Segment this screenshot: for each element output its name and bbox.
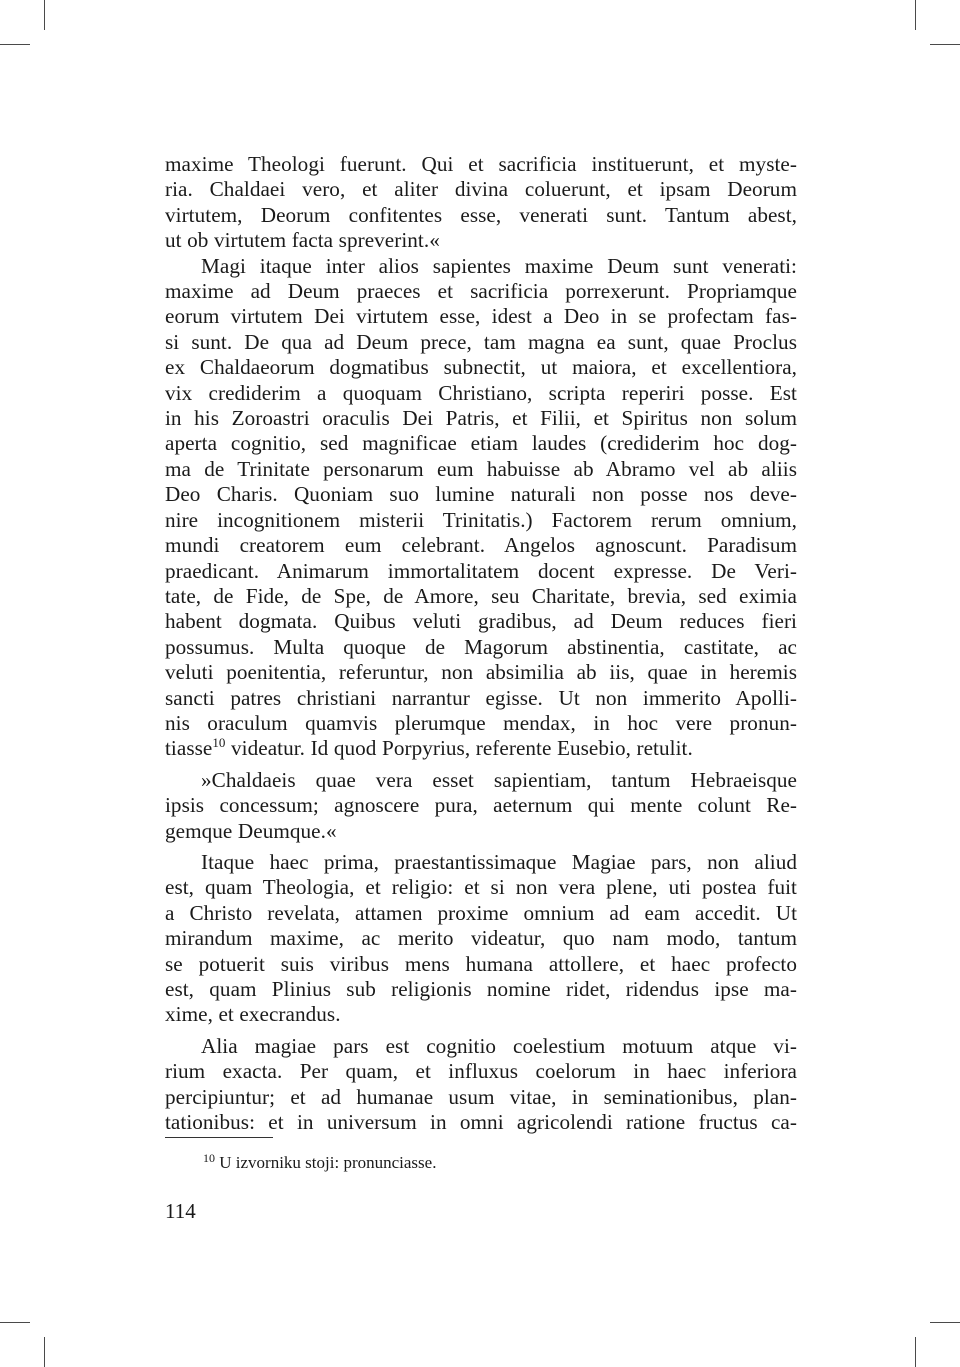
paragraph-1 bbox=[165, 152, 797, 254]
text-line: xime, et execrandus. bbox=[165, 1002, 341, 1027]
text-line: si sunt. De qua ad Deum prece, tam magna ea sunt, quae Proclus bbox=[165, 329, 797, 354]
crop-mark-bottom-left-horizontal bbox=[0, 1322, 30, 1323]
crop-mark-top-right-horizontal bbox=[930, 44, 960, 45]
footnote-number: 10 bbox=[203, 1151, 215, 1165]
text-line: possumus. Multa quoque de Magorum abstinentia, castitate, ac bbox=[165, 634, 797, 659]
text-line: aperta cognitio, sed magnificae etiam laudes (crediderim hoc dog- bbox=[165, 431, 797, 456]
text-line: ria. Chaldaei vero, et aliter divina coluerunt, et ipsam Deorum bbox=[165, 177, 797, 202]
text-line: mirandum maxime, ac merito videatur, quo nam modo, tantum bbox=[165, 926, 797, 951]
paragraph-5 bbox=[165, 1034, 797, 1136]
text-line: ex Chaldaeorum dogmatibus subnectit, ut maiora, et excellentiora, bbox=[165, 355, 797, 380]
footnote-reference[interactable]: 10 bbox=[212, 735, 226, 751]
text-line: sancti patres christiani narrantur egisse. Ut non immerito Apolli- bbox=[165, 685, 797, 710]
text-line: maxime Theologi fuerunt. Qui et sacrificia instituerunt, et myste- bbox=[165, 152, 797, 176]
text-line: vix crediderim a quoquam Christiano, scripta reperiri posse. Est bbox=[165, 380, 797, 405]
text-line: in his Zoroastri oraculis Dei Patris, et Filii, et Spiritus non solum bbox=[165, 406, 797, 431]
text-line: percipiuntur; et ad humanae usum vitae, in seminationibus, plan- bbox=[165, 1084, 797, 1109]
text-line: veluti poenitentia, referuntur, non absimilia ab iis, quae in heremis bbox=[165, 660, 797, 685]
text-line: mundi creatorem eum celebrant. Angelos agnoscunt. Paradisum bbox=[165, 533, 797, 558]
text-line: maxime ad Deum praeces et sacrificia porrexerunt. Propriamque bbox=[165, 279, 797, 304]
text-line: est, quam Plinius sub religionis nomine ridet, ridendus ipse ma- bbox=[165, 977, 797, 1001]
text-line: ipsis concessum; agnoscere pura, aeternum qui mente colunt Re- bbox=[165, 793, 797, 818]
text-line: ma de Trinitate personarum eum habuisse ab Abramo vel ab aliis bbox=[165, 456, 797, 481]
crop-mark-bottom-left-vertical bbox=[44, 1337, 45, 1367]
text-line: a Christo revelata, attamen proxime omnium ad eam accedit. Ut bbox=[165, 900, 797, 925]
text-line: est, quam Theologia, et religio: et si non vera plene, uti postea fuit bbox=[165, 875, 797, 900]
text-line: nis oraculum quamvis plerumque mendax, in hoc vere pronun- bbox=[165, 710, 797, 735]
text-line: rium exacta. Per quam, et influxus coelorum in haec inferiora bbox=[165, 1059, 797, 1084]
text-line: gemque Deumque.« bbox=[165, 818, 337, 843]
paragraph-2 bbox=[165, 254, 797, 762]
footnote bbox=[203, 1152, 436, 1174]
text-line: tationibus: et in universum in omni agricolendi ratione fructus ca- bbox=[165, 1110, 797, 1135]
text-line: se potuerit suis viribus mens humana attollere, et haec profecto bbox=[165, 951, 797, 976]
text-line-with-footnote-ref bbox=[165, 736, 797, 761]
text-line: habent dogmata. Quibus veluti gradibus, ad Deum reduces fieri bbox=[165, 609, 797, 634]
text-fragment: tiasse bbox=[165, 736, 213, 761]
body-text bbox=[165, 152, 797, 1135]
footnote-separator bbox=[165, 1137, 273, 1138]
crop-mark-top-right-vertical bbox=[915, 0, 916, 30]
text-line: nire incognitionem misterii Trinitatis.) Factorem rerum omnium, bbox=[165, 507, 797, 532]
text-line: praedicant. Animarum immortalitatem docent expresse. De Veri- bbox=[165, 558, 797, 583]
text-line: Deo Charis. Quoniam suo lumine naturali non posse nos deve- bbox=[165, 482, 797, 507]
text-line: tate, de Fide, de Spe, de Amore, seu Charitate, brevia, sed eximia bbox=[165, 583, 797, 608]
crop-mark-top-left-vertical bbox=[44, 0, 45, 30]
text-line: Magi itaque inter alios sapientes maxime Deum sunt venerati: bbox=[201, 253, 797, 278]
crop-mark-top-left-horizontal bbox=[0, 44, 30, 45]
crop-mark-bottom-right-vertical bbox=[915, 1337, 916, 1367]
paragraph-3-quote bbox=[165, 768, 797, 844]
paragraph-4 bbox=[165, 850, 797, 1028]
text-line: eorum virtutem Dei virtutem esse, idest a Deo in se profectam fas- bbox=[165, 304, 797, 329]
crop-mark-bottom-right-horizontal bbox=[930, 1322, 960, 1323]
page-number: 114 bbox=[165, 1199, 196, 1223]
text-line: virtutem, Deorum confitentes esse, venerati sunt. Tantum abest, bbox=[165, 202, 797, 227]
text-fragment: videatur. Id quod Porpyrius, referente Eusebio, retulit. bbox=[231, 736, 693, 761]
footnote-text: U izvorniku stoji: pronunciasse. bbox=[219, 1153, 437, 1172]
text-line: ut ob virtutem facta spreverint.« bbox=[165, 228, 440, 253]
text-line: Itaque haec prima, praestantissimaque Magiae pars, non aliud bbox=[201, 849, 797, 874]
text-line: Alia magiae pars est cognitio coelestium motuum atque vi- bbox=[201, 1033, 797, 1058]
text-line: »Chaldaeis quae vera esset sapientiam, tantum Hebraeisque bbox=[201, 767, 797, 792]
